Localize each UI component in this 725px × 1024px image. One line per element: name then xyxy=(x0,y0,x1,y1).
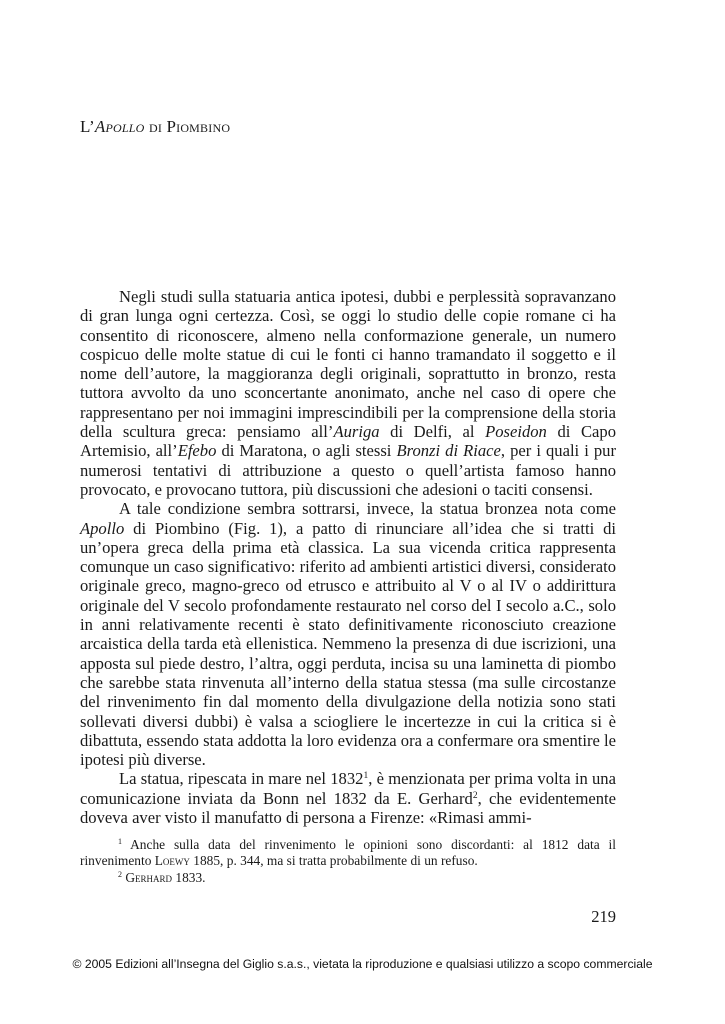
p1-italic-auriga: Auriga xyxy=(333,422,380,442)
p2-text: A tale condizione sembra sottrarsi, invece, la statua bronzea nota come xyxy=(119,499,616,519)
footnote-1-text: Anche sulla data del rinvenimento le opinioni sono discordanti: al 1812 data il rinvenimento xyxy=(80,837,616,869)
p3-text: La statua, ripescata in mare nel 1832 xyxy=(119,769,364,789)
header-title-rest: di Piombino xyxy=(144,117,231,136)
p1-text: Negli studi sulla statuaria antica ipotesi, dubbi e perplessità sopravanzano di gran lunga ogni certezza. Così, se oggi lo studio delle copie romane ci ha consentito di riconoscere, almeno nella conformazione generale, un numero cospicuo delle molte statue di cui le fonti ci hanno tramandato il soggetto e il nome dell’autore, la maggioranza degli originali, soprattutto in bronzo, resta tuttora avvolto da uno sconcertante anonimato, anche nel caso di opere che rappresentano per noi immagini imprescindibili per la comprensione della storia della scultura greca: pensiamo all’ xyxy=(80,287,616,442)
body-text xyxy=(80,287,616,827)
footnote-2-author: Gerhard xyxy=(125,869,173,885)
header-title-italic: Apollo xyxy=(94,117,145,136)
footnote-2-text: 1833. xyxy=(172,869,206,885)
footnote-1 xyxy=(80,837,616,870)
page-number: 219 xyxy=(591,907,616,926)
p1-text: di Capo Artemisio, all’ xyxy=(80,422,616,461)
p3-text: , è menzionata per prima volta in una comunicazione inviata da Bonn nel 1832 da E. Gerhard xyxy=(80,769,616,808)
footnotes xyxy=(80,837,616,886)
p1-text: , per i quali i pur numerosi tentativi di attribuzione a questo o quell’artista famoso hanno provocato, e provocano tuttora, più discussioni che adesioni o taciti consensi. xyxy=(80,441,616,499)
p3-text: , che evidentemente doveva aver visto il manufatto di persona a Firenze: «Rimasi ammi- xyxy=(80,788,616,828)
footnote-1-author: Loewy xyxy=(154,853,190,869)
footnote-1-text: 1885, p. 344, ma si tratta probabilmente di un refuso. xyxy=(189,853,478,869)
p1-italic-bronzi: Bronzi di Riace xyxy=(396,441,501,461)
p1-italic-poseidon: Poseidon xyxy=(485,422,547,442)
paragraph-3 xyxy=(80,769,616,827)
header-prefix: L’ xyxy=(80,117,95,136)
footnote-mark-2: 2 xyxy=(118,869,122,879)
paragraph-2 xyxy=(80,499,616,769)
p1-text: di Maratona, o agli stessi xyxy=(216,441,397,461)
p1-text: di Delfi, al xyxy=(379,422,486,442)
footnote-2 xyxy=(80,870,616,886)
running-header xyxy=(80,117,230,137)
footnote-ref-1[interactable]: 1 xyxy=(363,771,369,782)
p1-italic-efebo: Efebo xyxy=(177,441,217,461)
p2-italic-apollo: Apollo xyxy=(80,518,125,538)
paragraph-1 xyxy=(80,287,616,499)
copyright-notice: © 2005 Edizioni all’Insegna del Giglio s.a.s., vietata la riproduzione e qualsiasi utilizzo a scopo commerciale xyxy=(72,957,653,971)
footnote-ref-2[interactable]: 2 xyxy=(472,790,478,801)
footnote-mark-1: 1 xyxy=(118,837,122,846)
p2-text: di Piombino (Fig. 1), a patto di rinunciare all’idea che si tratti di un’opera greca della prima età classica. La sua vicenda critica rappresenta comunque un caso significativo: riferito ad ambienti artistici diversi, considerato originale greco, magno-greco od etrusco e attribuito al V o al IV o addirittura originale del V secolo profondamente restaurato nel corso del I secolo a.C., solo in anni relativamente recenti è stato definitivamente riconosciuto creazione arcaistica della tarda età ellenistica. Nemmeno la presenza di due iscrizioni, una apposta sul piede destro, l’altra, oggi perduta, incisa su una laminetta di piombo che sarebbe stata rinvenuta all’interno della statua stessa (ma sulle circostanze del rinvenimento fin dal momento della divulgazione della notizia sono stati sollevati diversi dubbi) è valsa a sciogliere le incertezze in cui la critica si è dibattuta, essendo stata addotta la loro evidenza ora a confermare ora smentire le ipotesi più diverse. xyxy=(80,518,616,770)
